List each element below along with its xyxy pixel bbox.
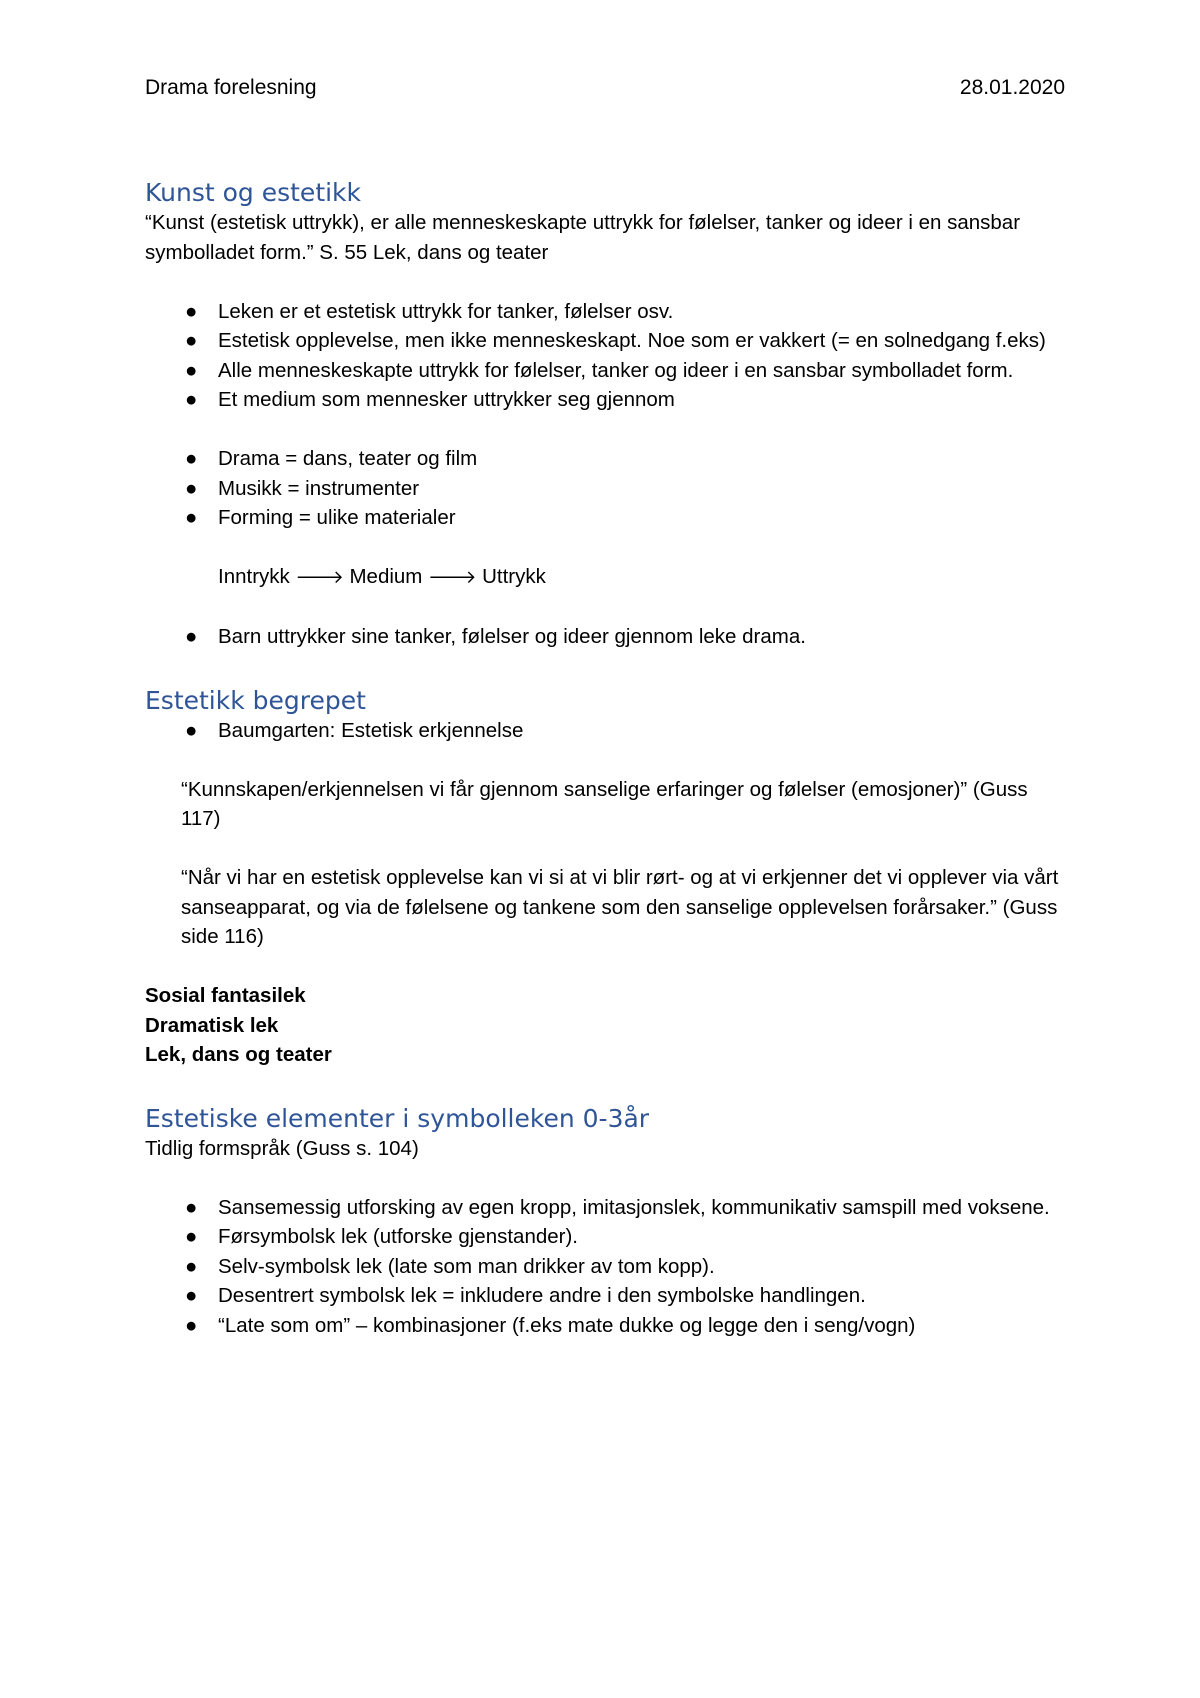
bullet-icon: ● (185, 625, 198, 648)
bold-line: Lek, dans og teater (145, 1043, 332, 1066)
header-title: Drama forelesning (145, 76, 317, 99)
bullet-icon: ● (185, 1284, 198, 1307)
list-item: ● Drama = dans, teater og film (145, 444, 1065, 474)
bullet-icon: ● (185, 299, 198, 323)
list-item: ● Selv-symbolsk lek (late som man drikker av tom kopp). (145, 1252, 1065, 1282)
list-item: ● Leken er et estetisk uttrykk for tanker, følelser osv. (145, 297, 1065, 327)
bullet-icon: ● (185, 447, 198, 470)
document-body (145, 178, 1065, 1340)
bullet-icon: ● (185, 1254, 198, 1278)
bullet-icon: ● (185, 718, 198, 742)
flow-step-medium: Medium (349, 565, 423, 588)
bullet-icon: ● (185, 1195, 198, 1219)
list-item: ● Forming = ulike materialer (145, 503, 1065, 533)
quote-kunst: “Kunst (estetisk uttrykk), er alle menneskeskapte uttrykk for følelser, tanker og ideer i en sansbar symbolladet form.” S. 55 Lek, dans og teater (145, 211, 1021, 264)
bullet-list-kunst-b (145, 444, 1065, 533)
flow-step-uttrykk: Uttrykk (482, 565, 546, 588)
section-heading-kunst: Kunst og estetikk (145, 178, 362, 207)
list-item: ● Førsymbolsk lek (utforske gjenstander). (145, 1222, 1065, 1252)
bullet-icon: ● (185, 358, 198, 382)
list-item: ● Desentrert symbolsk lek = inkludere andre i den symbolske handlingen. (145, 1281, 1065, 1311)
bold-line: Dramatisk lek (145, 1013, 279, 1037)
flow-line (145, 562, 1065, 593)
bold-line: Sosial fantasilek (145, 984, 306, 1007)
arrow-right-icon: 🡒 (428, 567, 477, 588)
arrow-right-icon: 🡒 (295, 567, 344, 588)
list-item: ● Baumgarten: Estetisk erkjennelse (145, 716, 1065, 746)
header-date: 28.01.2020 (959, 76, 1065, 99)
list-item: ● Sansemessig utforsking av egen kropp, imitasjonslek, kommunikativ samspill med voksene. (145, 1193, 1065, 1223)
section-heading-estetikk: Estetikk begrepet (145, 685, 366, 715)
bullet-icon: ● (185, 329, 198, 352)
list-item: ● “Late som om” – kombinasjoner (f.eks mate dukke og legge den i seng/vogn) (145, 1311, 1065, 1341)
bullet-icon: ● (185, 506, 198, 529)
bullet-icon: ● (185, 1225, 198, 1248)
list-item: ● Et medium som mennesker uttrykker seg gjennom (145, 385, 1065, 415)
quote-guss-117: “Kunnskapen/erkjennelsen vi får gjennom sanselige erfaringer og følelser (emosjoner)” (Guss 117) (181, 777, 1028, 830)
list-item: ● Barn uttrykker sine tanker, følelser og ideer gjennom leke drama. (145, 622, 1065, 652)
bullet-list-kunst-c (145, 622, 1065, 652)
list-item: ● Alle menneskeskapte uttrykk for følelser, tanker og ideer i en sansbar symbolladet form. (145, 356, 1065, 386)
bullet-icon: ● (185, 1313, 198, 1337)
section-heading-symbolleken: Estetiske elementer i symbolleken 0-3år (145, 1103, 650, 1133)
bullet-icon: ● (185, 476, 198, 500)
flow-step-inntrykk: Inntrykk (218, 565, 290, 588)
list-item: ● Musikk = instrumenter (145, 474, 1065, 504)
list-item: ● Estetisk opplevelse, men ikke menneskeskapt. Noe som er vakkert (= en solnedgang f.eks) (145, 326, 1065, 356)
bullet-list-kunst-a (145, 297, 1065, 415)
bullet-icon: ● (185, 388, 198, 411)
section-subtitle: Tidlig formspråk (Guss s. 104) (145, 1136, 419, 1160)
quote-guss-116: “Når vi har en estetisk opplevelse kan vi si at vi blir rørt- og at vi erkjenner det vi opplever via vårt sanseapparat, og via de følelsene og tankene som den sanselige opplevelsen forårsaker.” (Guss side 116) (181, 866, 1059, 948)
bullet-list-symbolleken (145, 1193, 1065, 1341)
bullet-list-estetikk (145, 716, 1065, 746)
